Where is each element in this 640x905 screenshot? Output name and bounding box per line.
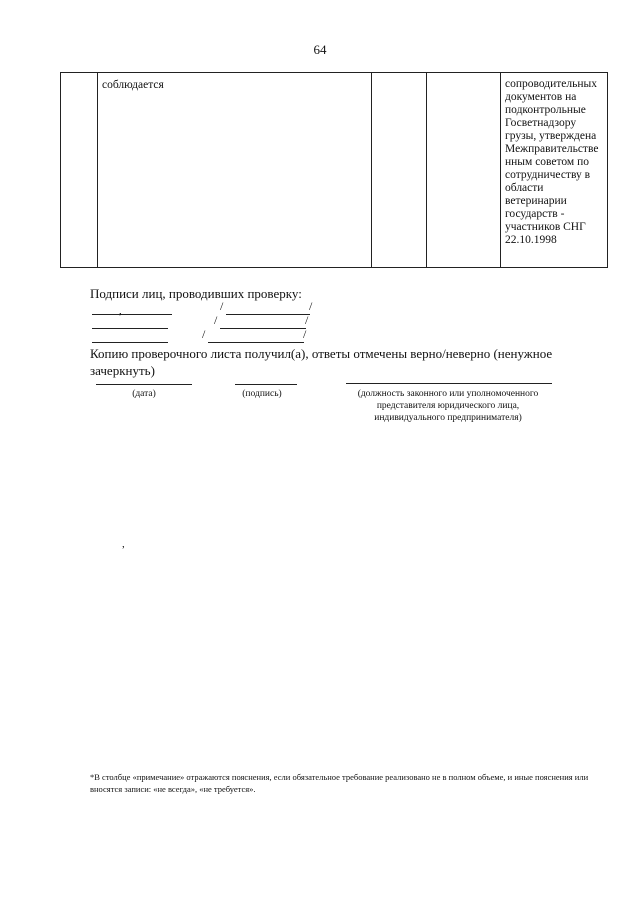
inspector-name-line [220, 328, 306, 329]
inspector-signature-line [92, 314, 172, 315]
slash-separator: / [220, 299, 224, 313]
slash-separator: / [202, 327, 206, 341]
page-number: 64 [313, 42, 327, 57]
position-caption-line: индивидуального предпринимателя) [374, 413, 522, 423]
signatures-heading: Подписи лиц, проводивших проверку: [90, 286, 302, 301]
position-caption-line: представителя юридического лица, [376, 401, 520, 411]
table-cell-status: соблюдается [102, 79, 164, 91]
date-caption: (дата) [132, 389, 156, 399]
date-line [96, 384, 192, 385]
signature-caption: (подпись) [242, 389, 282, 399]
slash-separator: / [305, 313, 309, 327]
position-caption-line: (должность законного или уполномоченного [357, 389, 539, 399]
slash-separator: / [309, 299, 313, 313]
inspector-signature-line [92, 342, 168, 343]
signature-line [235, 384, 297, 385]
slash-separator: / [214, 313, 218, 327]
representative-position-line [346, 383, 552, 384]
ink-mark: , [122, 538, 125, 550]
inspector-signature-line [92, 328, 168, 329]
copy-receipt-text: Копию проверочного листа получил(а), ответы отмечены верно/неверно (ненужное зачеркнуть) [90, 346, 553, 378]
inspector-name-line [226, 314, 310, 315]
position-caption [330, 388, 566, 424]
footnote: *В столбце «примечание» отражаются пояснения, если обязательное требование реализовано не в полном объеме, и иные пояснения или вносятся записи: «не всегда», «не требуется». [90, 772, 589, 794]
slash-separator: / [303, 327, 307, 341]
table-cell-legal-basis: сопроводительных документов на подконтрольные Госветнадзору грузы, утверждена Межправительстве нным советом по сотрудничеству в области ветеринарии государств - участников СНГ 22.10.1998 [505, 78, 599, 246]
ink-mark: , [119, 305, 122, 317]
inspector-name-line [208, 342, 304, 343]
